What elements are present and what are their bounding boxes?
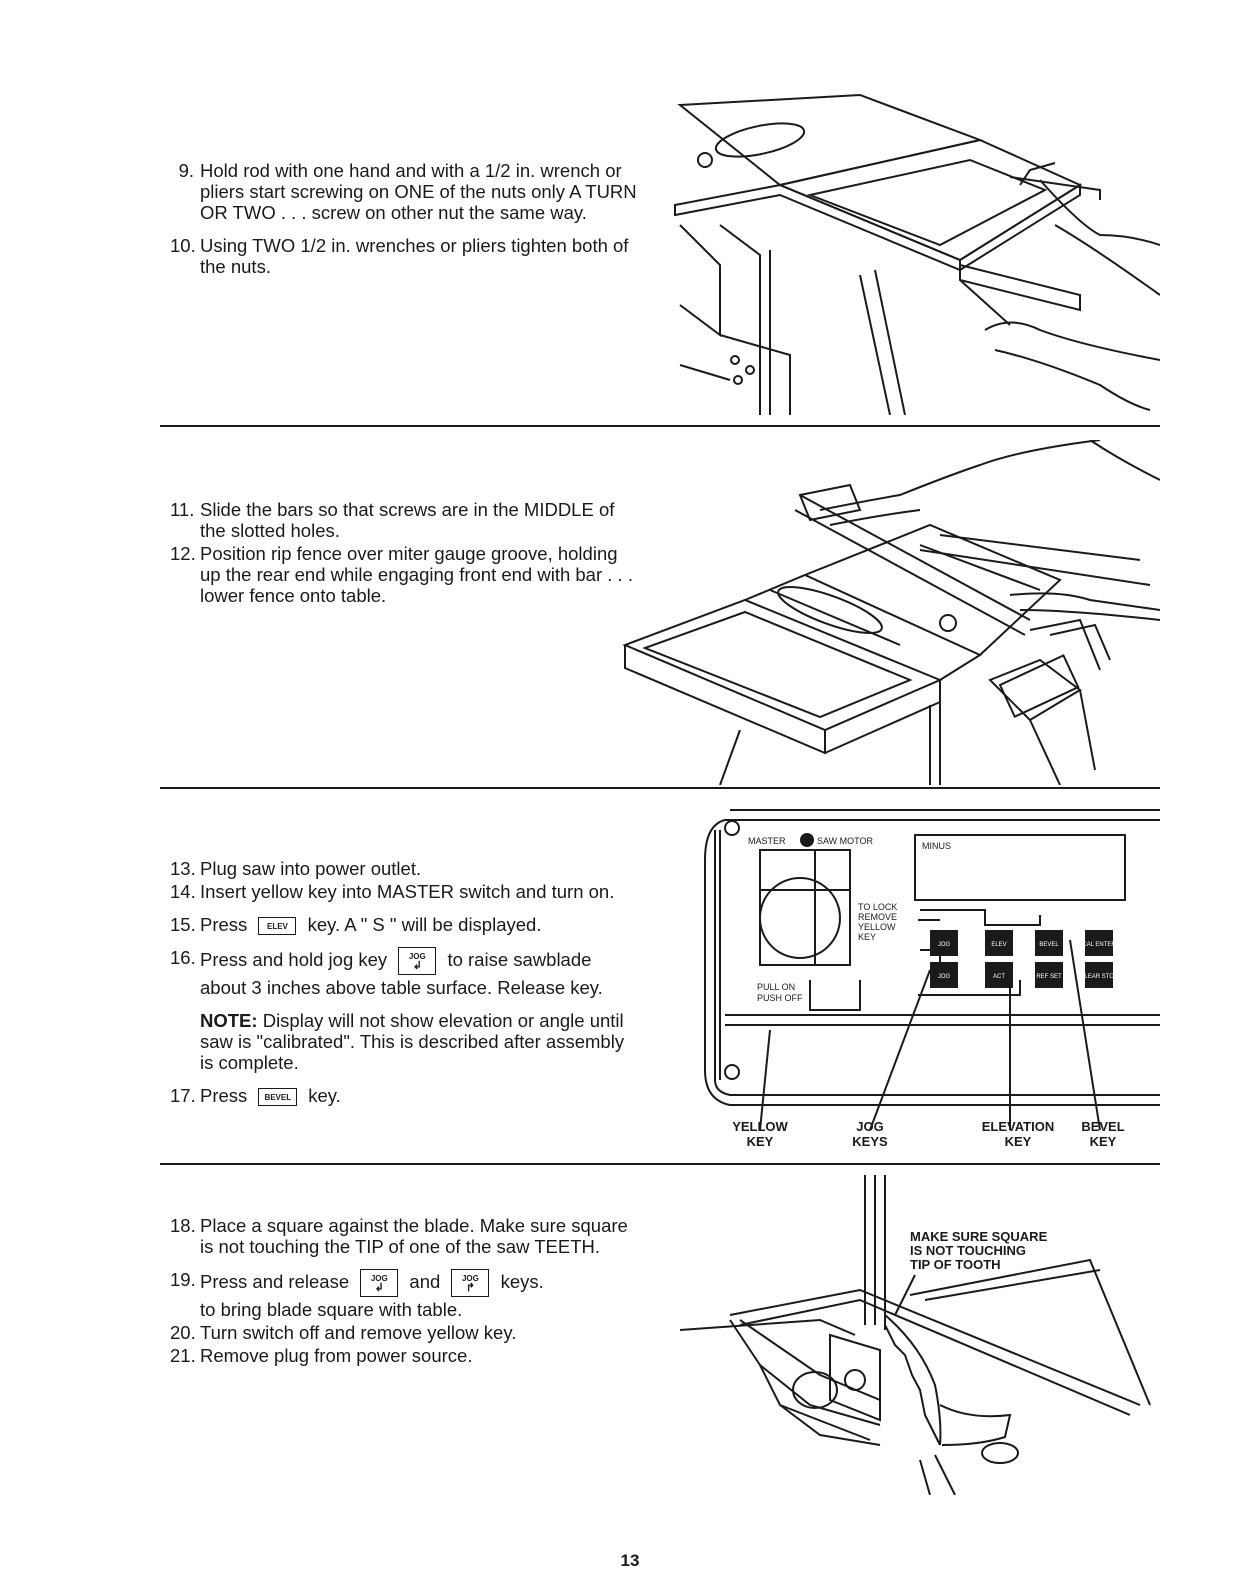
step-number: 14. [170, 881, 196, 902]
panel-key-elev: ELEV [991, 942, 1007, 948]
step-13 [170, 858, 640, 879]
note-label: NOTE: [200, 1010, 258, 1032]
to-lock-line-4: KEY [858, 932, 877, 942]
push-off-label: PUSH OFF [757, 993, 803, 1003]
step-text-after: key. A " S " will be displayed. [307, 914, 542, 935]
steps-13-17 [170, 858, 640, 1118]
step-text: Remove plug from power source. [200, 1345, 473, 1366]
step-9 [170, 160, 640, 223]
step-text-mid: and [409, 1270, 441, 1292]
illustration-control-panel [700, 800, 1160, 1170]
step-19 [170, 1269, 640, 1297]
to-lock-line-1: TO LOCK [858, 902, 898, 912]
saw-motor-label: SAW MOTOR [817, 836, 873, 846]
panel-key-clear-stop: CLEAR STOP [1080, 974, 1118, 980]
panel-key-jog-up: JOG [937, 942, 951, 948]
bevel-key-icon: BEVEL [258, 1088, 297, 1106]
step-number: 17. [170, 1085, 196, 1107]
step-number: 19. [170, 1269, 196, 1290]
step-number: 9. [178, 160, 194, 181]
jog-up-key-icon [360, 1269, 398, 1297]
steps-11-12 [170, 499, 640, 618]
step-text: Slide the bars so that screws are in the MIDDLE of the slotted holes. [200, 499, 615, 541]
arrow-up-icon: ↲ [412, 960, 422, 973]
step-text: Place a square against the blade. Make sure square is not touching the TIP of one of the saw TEETH. [200, 1215, 628, 1257]
step-number: 11. [170, 499, 195, 520]
step-18 [170, 1215, 640, 1257]
note-text: Display will not show elevation or angle until saw is "calibrated". This is described after assembly is complete. [200, 1010, 625, 1074]
jog-up-key-icon [398, 947, 436, 975]
callout-yellow-key-line2: KEY [746, 1134, 774, 1149]
arrow-down-icon: ↱ [465, 1282, 476, 1294]
callout-jog-keys-line1: JOG [856, 1119, 884, 1134]
step-16-continuation: about 3 inches above table surface. Release key. [200, 977, 603, 999]
step-text-before: Press and release [200, 1270, 350, 1292]
divider-1 [160, 425, 1160, 427]
step-text-after: key. [308, 1085, 341, 1107]
step-10 [170, 235, 640, 277]
panel-key-act: ACT [993, 974, 1005, 980]
divider-2 [160, 787, 1160, 789]
step-number: 21. [170, 1345, 196, 1366]
step-number: 18. [170, 1215, 196, 1236]
step-14 [170, 881, 640, 902]
step-text-before: Press [200, 1085, 248, 1107]
step-text-after: to raise sawblade [447, 949, 592, 970]
callout-elevation-key-line2: KEY [1004, 1134, 1032, 1149]
step-text-before: Press and hold jog key [200, 949, 388, 970]
step-12 [170, 543, 640, 606]
to-lock-line-3: YELLOW [858, 922, 896, 932]
step-text: Hold rod with one hand and with a 1/2 in. wrench or pliers start screwing on ONE of the nuts only A TURN OR TWO . . . screw on other nut the same way. [200, 160, 637, 223]
panel-key-ref-set: REF SET [1036, 974, 1062, 980]
step-text: Using TWO 1/2 in. wrenches or pliers tighten both of the nuts. [200, 235, 629, 277]
step-21 [170, 1345, 640, 1366]
step-number: 16. [170, 947, 196, 969]
pull-on-label: PULL ON [757, 982, 796, 992]
page-number: 13 [620, 1551, 640, 1570]
steps-18-21 [170, 1215, 640, 1378]
step-text: Position rip fence over miter gauge groove, holding up the rear end while engaging front end with bar . . . lower fence onto table. [200, 543, 633, 606]
divider-3 [160, 1163, 1160, 1165]
panel-key-bevel: BEVEL [1039, 942, 1059, 948]
step-19-continuation: to bring blade square with table. [200, 1299, 463, 1320]
arrow-up-icon: ↲ [374, 1282, 384, 1294]
illustration-rip-fence [620, 440, 1160, 785]
step-text-after: keys. [500, 1270, 544, 1292]
callout-bevel-key-line2: KEY [1089, 1134, 1117, 1149]
step-text: Insert yellow key into MASTER switch and turn on. [200, 881, 615, 902]
step-17 [170, 1085, 640, 1106]
step-text: Turn switch off and remove yellow key. [200, 1322, 517, 1343]
step-number: 12. [170, 543, 196, 564]
step-11 [170, 499, 640, 541]
callout-elevation-key-line1: ELEVATION [981, 1119, 1055, 1134]
callout-jog-keys-line2: KEYS [852, 1134, 888, 1149]
illustration-square-blade [680, 1175, 1160, 1495]
key-label: JOG [370, 1274, 388, 1283]
panel-key-cal-enter: CAL ENTER [1082, 942, 1116, 948]
note [170, 1010, 640, 1073]
step-16 [170, 947, 640, 975]
step-number: 13. [170, 858, 196, 879]
step-number: 20. [170, 1322, 196, 1343]
elev-key-icon: ELEV [258, 917, 296, 935]
callout-line-2: IS NOT TOUCHING [910, 1243, 1027, 1258]
steps-9-10 [170, 160, 640, 289]
panel-key-jog-down: JOG [937, 974, 951, 980]
key-label: JOG [461, 1274, 479, 1283]
callout-line-3: TIP OF TOOTH [910, 1257, 1001, 1272]
step-number: 15. [170, 914, 196, 935]
callout-bevel-key-line1: BEVEL [1081, 1119, 1125, 1134]
master-label: MASTER [748, 836, 786, 846]
jog-down-key-icon [451, 1269, 489, 1297]
key-label: JOG [408, 952, 426, 962]
minus-label: MINUS [922, 841, 951, 851]
callout-line-1: MAKE SURE SQUARE [910, 1229, 1048, 1244]
step-text-before: Press [200, 914, 248, 935]
step-20 [170, 1322, 640, 1343]
step-number: 10. [170, 235, 196, 256]
callout-yellow-key-line1: YELLOW [732, 1119, 788, 1134]
step-text: Plug saw into power outlet. [200, 858, 422, 879]
illustration-tightening-nuts [660, 85, 1160, 415]
step-15 [170, 914, 640, 935]
to-lock-line-2: REMOVE [858, 912, 898, 922]
